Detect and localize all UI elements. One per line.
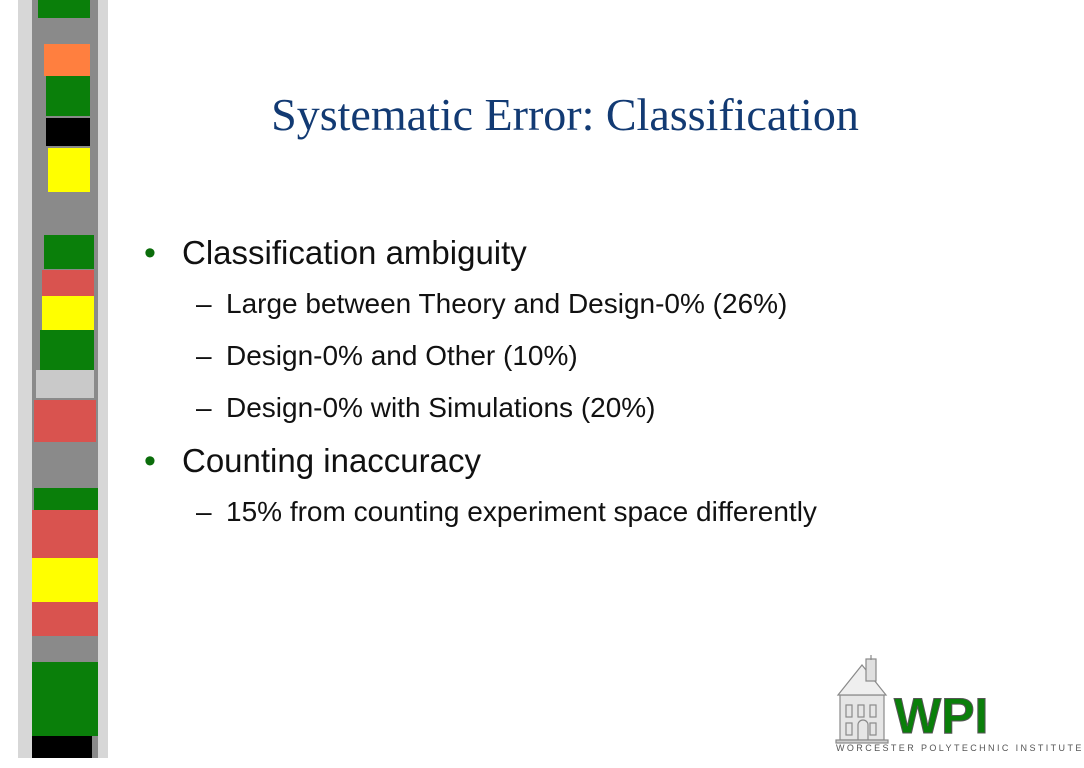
sub-bullet-text: 15% from counting experiment space differently [226, 496, 817, 527]
bullet-item [140, 436, 1000, 486]
slide-title: Systematic Error: Classification [271, 89, 859, 140]
sub-bullet-item [140, 382, 1000, 434]
strip-block [32, 736, 92, 758]
sub-bullet-item [140, 486, 1000, 538]
strip-block [46, 118, 90, 146]
bullet-icon: • [144, 442, 156, 480]
strip-block [32, 510, 98, 558]
dash-icon: – [196, 392, 212, 423]
wpi-tagline: WORCESTER POLYTECHNIC INSTITUTE [836, 743, 1084, 753]
sub-bullet-item [140, 330, 1000, 382]
strip-block [48, 148, 90, 192]
strip-block [44, 44, 90, 76]
sub-bullet-item [140, 278, 1000, 330]
strip-block [42, 296, 94, 330]
strip-block [38, 0, 90, 18]
dash-icon: – [196, 496, 212, 527]
strip-block [32, 558, 98, 602]
bullet-item [140, 228, 1000, 278]
strip-block [36, 370, 94, 398]
strip-block [44, 235, 94, 269]
dash-icon: – [196, 288, 212, 319]
bullet-text: Counting inaccuracy [182, 442, 481, 479]
strip-block [34, 488, 98, 510]
strip-block [40, 330, 94, 370]
bullet-icon: • [144, 234, 156, 272]
sub-bullet-text: Large between Theory and Design-0% (26%) [226, 288, 788, 319]
bullet-text: Classification ambiguity [182, 234, 527, 271]
building-icon [836, 655, 888, 743]
strip-block [32, 602, 98, 636]
strip-block [34, 400, 96, 442]
sub-bullet-text: Design-0% and Other (10%) [226, 340, 578, 371]
wpi-logo-text: WPI [894, 688, 989, 744]
strip-block [46, 76, 90, 116]
dash-icon: – [196, 340, 212, 371]
strip-block [42, 270, 94, 296]
strip-block [32, 662, 98, 736]
sub-bullet-text: Design-0% with Simulations (20%) [226, 392, 656, 423]
bullet-list [140, 228, 1000, 538]
